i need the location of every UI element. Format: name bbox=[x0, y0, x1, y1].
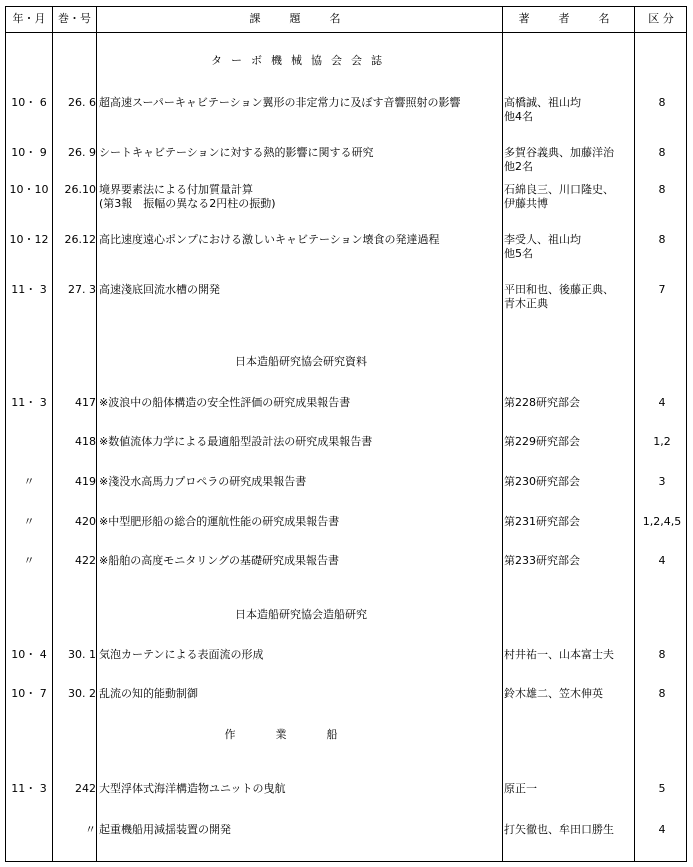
author-cell-line: 原正一 bbox=[504, 782, 537, 795]
author-cell-line: 他5名 bbox=[504, 247, 533, 260]
author-cell bbox=[504, 554, 632, 568]
author-cell-line: 他2名 bbox=[504, 160, 533, 173]
author-cell-line: 打矢徹也、牟田口勝生 bbox=[504, 823, 614, 836]
title-cell-line: ※淺没水高馬力プロペラの研究成果報告書 bbox=[99, 475, 307, 488]
author-cell bbox=[504, 515, 632, 529]
title-cell-line: 起重機船用減揺装置の開発 bbox=[99, 823, 231, 836]
title-cell bbox=[99, 146, 499, 160]
year-month-cell: 〃 bbox=[23, 554, 35, 567]
author-cell-line: 鈴木雄二、笠木伸英 bbox=[504, 687, 603, 700]
category-cell: 4 bbox=[658, 554, 666, 567]
title-cell-line: 乱流の知的能動制御 bbox=[99, 687, 198, 700]
title-cell bbox=[99, 96, 499, 110]
author-cell bbox=[504, 233, 632, 261]
header-divider bbox=[6, 32, 686, 33]
title-cell bbox=[99, 823, 499, 837]
author-cell-line: 平田和也、後藤正典、 bbox=[504, 283, 614, 296]
column-divider bbox=[52, 7, 53, 861]
year-month-cell: 10・ 9 bbox=[11, 146, 47, 159]
category-cell: 1,2 bbox=[653, 435, 671, 448]
author-cell bbox=[504, 648, 632, 662]
category-cell: 3 bbox=[658, 475, 666, 488]
author-cell-line: 第231研究部会 bbox=[504, 515, 580, 528]
category-cell: 8 bbox=[658, 687, 666, 700]
title-cell-line: 超高速スーパーキャビテーション翼形の非定常力に及ぼす音響照射の影響 bbox=[99, 96, 461, 109]
title-cell bbox=[99, 233, 499, 247]
author-cell-line: 石綿良三、川口隆史、 bbox=[504, 183, 614, 196]
title-cell-line: ※船舶の高度モニタリングの基礎研究成果報告書 bbox=[99, 554, 339, 567]
volume-number-cell: 26.10 bbox=[64, 183, 96, 196]
volume-number-cell: 417 bbox=[75, 396, 96, 409]
title-cell-line: 境界要素法による付加質量計算 bbox=[99, 183, 253, 196]
author-cell bbox=[504, 687, 632, 701]
section-heading: 日本造船研究協会研究資料 bbox=[235, 355, 367, 368]
author-cell-line: 伊藤共博 bbox=[504, 197, 548, 210]
section-heading: 作業船 bbox=[224, 728, 378, 741]
year-month-cell: 10・ 6 bbox=[11, 96, 47, 109]
title-cell-line: シートキャビテーションに対する熱的影響に関する研究 bbox=[99, 146, 374, 159]
section-heading: ターボ機械協会会誌 bbox=[211, 54, 391, 67]
volume-number-cell: 〃 bbox=[85, 823, 96, 836]
column-divider bbox=[96, 7, 97, 861]
title-cell-line: ※数値流体力学による最適船型設計法の研究成果報告書 bbox=[99, 435, 373, 448]
title-cell bbox=[99, 782, 499, 796]
author-cell bbox=[504, 475, 632, 489]
category-cell: 1,2,4,5 bbox=[642, 515, 682, 528]
title-cell bbox=[99, 687, 499, 701]
category-cell: 8 bbox=[658, 183, 666, 196]
volume-number-cell: 30. 2 bbox=[68, 687, 96, 700]
author-cell-line: 他4名 bbox=[504, 110, 533, 123]
year-month-cell: 11・ 3 bbox=[11, 283, 47, 296]
publication-table bbox=[5, 6, 687, 862]
author-cell bbox=[504, 96, 632, 124]
category-cell: 4 bbox=[658, 823, 666, 836]
year-month-cell: 〃 bbox=[23, 515, 35, 528]
author-cell-line: 李受人、祖山均 bbox=[504, 233, 581, 246]
author-cell bbox=[504, 823, 632, 837]
header-category: 区 分 bbox=[648, 12, 674, 25]
volume-number-cell: 242 bbox=[75, 782, 96, 795]
header-author: 著 者 名 bbox=[518, 12, 619, 25]
author-cell-line: 第228研究部会 bbox=[504, 396, 580, 409]
volume-number-cell: 30. 1 bbox=[68, 648, 96, 661]
volume-number-cell: 418 bbox=[75, 435, 96, 448]
category-cell: 7 bbox=[658, 283, 666, 296]
author-cell bbox=[504, 146, 632, 174]
title-cell bbox=[99, 475, 499, 489]
year-month-cell: 10・10 bbox=[9, 183, 49, 196]
volume-number-cell: 26. 9 bbox=[68, 146, 96, 159]
title-cell bbox=[99, 396, 499, 410]
volume-number-cell: 419 bbox=[75, 475, 96, 488]
header-title: 課 題 名 bbox=[249, 12, 350, 25]
title-cell-line: 気泡カーテンによる表面流の形成 bbox=[99, 648, 264, 661]
author-cell-line: 多賀谷義典、加藤洋治 bbox=[504, 146, 614, 159]
title-cell bbox=[99, 435, 499, 449]
volume-number-cell: 420 bbox=[75, 515, 96, 528]
title-cell-line: 大型浮体式海洋構造物ユニットの曳航 bbox=[99, 782, 286, 795]
year-month-cell: 11・ 3 bbox=[11, 396, 47, 409]
title-cell-line: ※波浪中の船体構造の安全性評価の研究成果報告書 bbox=[99, 396, 351, 409]
section-heading: 日本造船研究協会造船研究 bbox=[235, 608, 367, 621]
category-cell: 8 bbox=[658, 96, 666, 109]
year-month-cell: 〃 bbox=[23, 475, 35, 488]
category-cell: 4 bbox=[658, 396, 666, 409]
category-cell: 8 bbox=[658, 233, 666, 246]
title-cell-line: 高速淺底回流水槽の開発 bbox=[99, 283, 220, 296]
header-volume-number: 巻・号 bbox=[58, 12, 91, 25]
title-cell-line: ※中型肥形船の総合的運航性能の研究成果報告書 bbox=[99, 515, 340, 528]
year-month-cell: 11・ 3 bbox=[11, 782, 47, 795]
year-month-cell: 10・12 bbox=[9, 233, 49, 246]
author-cell-line: 第233研究部会 bbox=[504, 554, 580, 567]
author-cell bbox=[504, 283, 632, 311]
title-cell bbox=[99, 283, 499, 297]
volume-number-cell: 27. 3 bbox=[68, 283, 96, 296]
author-cell bbox=[504, 396, 632, 410]
column-divider bbox=[634, 7, 635, 861]
author-cell-line: 村井祐一、山本富士夫 bbox=[504, 648, 614, 661]
volume-number-cell: 422 bbox=[75, 554, 96, 567]
category-cell: 5 bbox=[658, 782, 666, 795]
author-cell bbox=[504, 183, 632, 211]
author-cell-line: 第229研究部会 bbox=[504, 435, 580, 448]
title-cell-line: (第3報 振幅の異なる2円柱の振動) bbox=[99, 197, 276, 210]
author-cell bbox=[504, 435, 632, 449]
year-month-cell: 10・ 7 bbox=[11, 687, 47, 700]
author-cell-line: 青木正典 bbox=[504, 297, 548, 310]
category-cell: 8 bbox=[658, 648, 666, 661]
category-cell: 8 bbox=[658, 146, 666, 159]
title-cell bbox=[99, 183, 499, 211]
author-cell bbox=[504, 782, 632, 796]
title-cell-line: 高比速度遠心ポンプにおける激しいキャビテーション壊食の発達過程 bbox=[99, 233, 440, 246]
year-month-cell: 10・ 4 bbox=[11, 648, 47, 661]
header-year-month: 年・月 bbox=[12, 12, 46, 25]
author-cell-line: 第230研究部会 bbox=[504, 475, 580, 488]
author-cell-line: 高橋誠、祖山均 bbox=[504, 96, 581, 109]
title-cell bbox=[99, 554, 499, 568]
title-cell bbox=[99, 515, 499, 529]
title-cell bbox=[99, 648, 499, 662]
volume-number-cell: 26. 6 bbox=[68, 96, 96, 109]
volume-number-cell: 26.12 bbox=[64, 233, 96, 246]
